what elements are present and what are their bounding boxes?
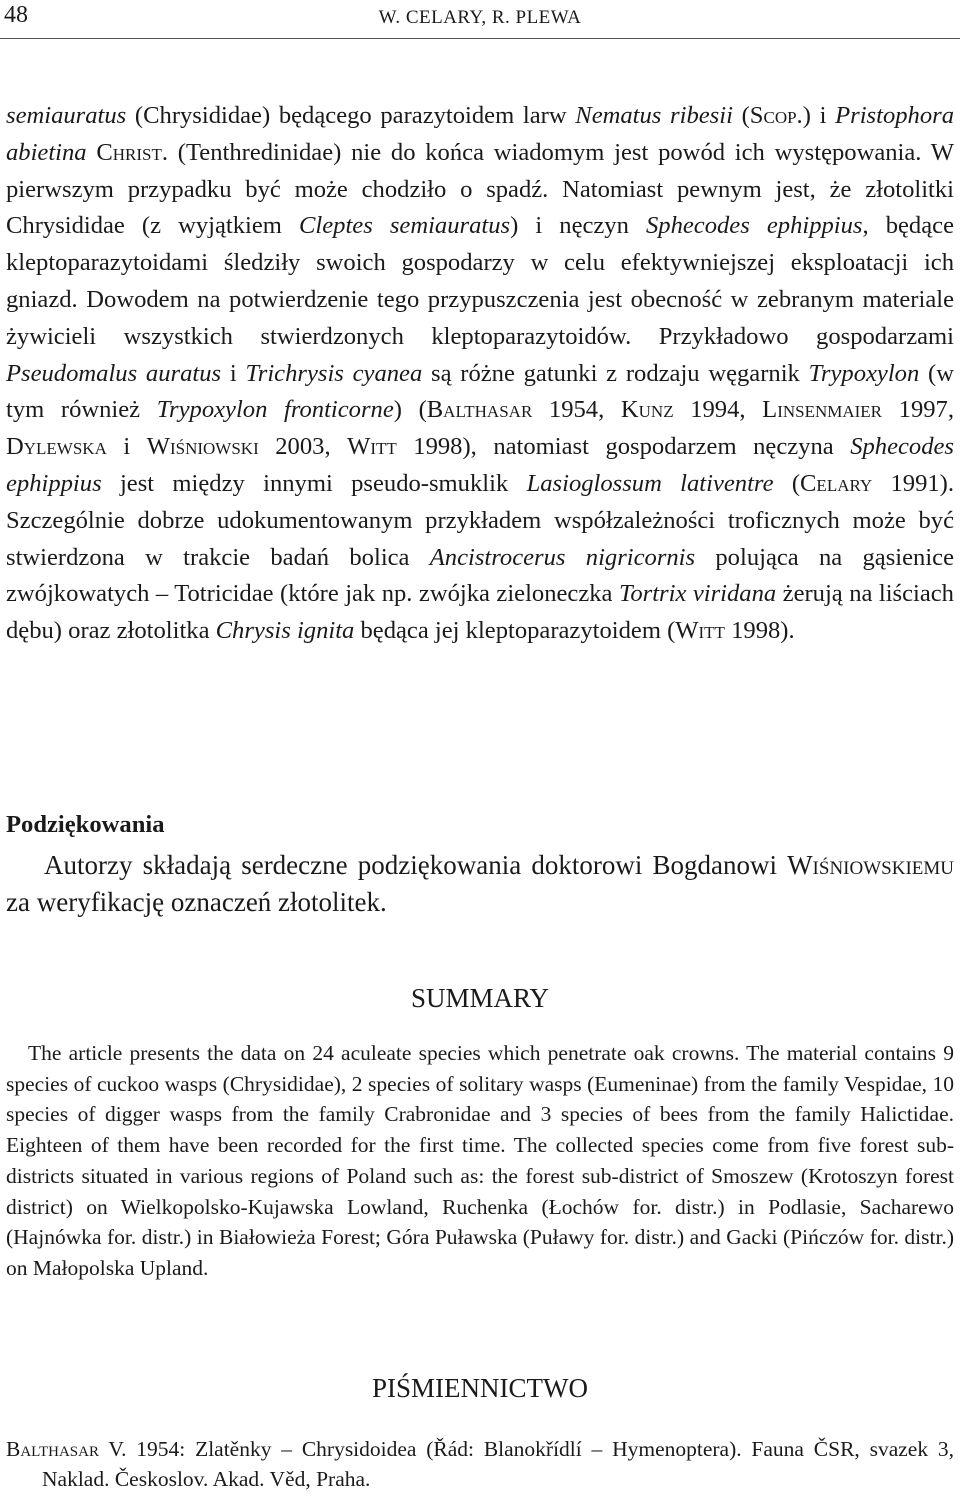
author-name: Linsenmaier: [762, 396, 883, 424]
page-header: [0, 0, 960, 39]
reference-entry: [6, 1434, 954, 1494]
text-run: 1998).: [724, 617, 795, 645]
species-name: Nematus ribesii: [575, 102, 733, 129]
text-run: (w tym również: [6, 359, 954, 424]
text-run: (: [773, 469, 801, 497]
paragraph-discussion: [6, 98, 954, 650]
text-run: ) i: [802, 102, 836, 129]
text-run: 1997,: [882, 396, 954, 424]
text-run: ) (: [393, 396, 427, 424]
species-name: Sphecodes ephippius: [6, 433, 954, 497]
text-run: , będące kleptoparazytoidami śledziły swoich gospodarzy w celu efektywniejszej eksploatacji ich gniazd. Dowodem na potwierdzenie tego przypuszczenia jest obecność w zebranym materiale żywicieli wszystkich stwierdzonych kleptoparazytoidów. Przykładowo gospodarzami: [6, 212, 954, 350]
acknowledgements-text: [6, 847, 954, 921]
text-run: będąca jej kleptoparazytoidem (: [354, 617, 676, 645]
species-name: Pristophora abietina: [6, 102, 954, 166]
author-name: Scop.: [749, 102, 803, 129]
reference-author: Balthasar: [6, 1437, 99, 1461]
author-name: Dylewska: [6, 433, 107, 461]
text-run: polująca na gąsienice zwójkowatych – Totricidae (które jak np. zwójka zieloneczka: [6, 543, 954, 608]
author-name: Witt: [675, 617, 725, 645]
species-name: Trichrysis cyanea: [245, 359, 423, 387]
species-name: Lasioglossum lativentre: [526, 469, 774, 497]
text-run: 1994,: [673, 396, 763, 424]
species-name: Ancistrocerus nigricornis: [429, 543, 696, 571]
text-run: i: [221, 359, 246, 387]
species-name: Tortrix viridana: [618, 580, 777, 608]
summary-heading: SUMMARY: [410, 983, 550, 1013]
text-run: [87, 139, 97, 166]
summary-text: The article presents the data on 24 aculeate species which penetrate oak crowns. The material contains 9 species of cuckoo wasps (Chrysididae), 2 species of solitary wasps (Eumeninae) from the family Vespidae, 10 species of digger wasps from the family Crabronidae and 3 species of bees from the family Halictidae. Eighteen of them have been recorded for the first time. The collected species come from five forest sub-districts situated in various regions of Poland such as: the forest sub-district of Smoszew (Krotoszyn forest district) on Wielkopolsko-Kujawska Lowland, Ruchenka (Łochów for. distr.) in Podlasie, Sacharewo (Hajnówka for. distr.) in Białowieża Forest; Góra Puławska (Puławy for. distr.) and Gacki (Pińczów for. distr.) on Małopolska Upland.: [6, 1041, 954, 1280]
text-run: i: [106, 433, 147, 461]
species-name: Sphecodes ephippius: [645, 212, 863, 240]
author-name: Christ.: [96, 138, 169, 166]
text-run: są różne gatunki z rodzaju węgarnik: [422, 359, 809, 387]
author-name: Wiśniowski: [146, 433, 259, 461]
text-run: 1954,: [532, 396, 621, 424]
text-run: jest między innymi pseudo-smuklik: [101, 469, 527, 497]
species-name: Pseudomalus auratus: [6, 359, 222, 387]
author-name: Balthasar: [426, 396, 533, 424]
text-run: Autorzy składają serdeczne podziękowania doktorowi Bogdanowi: [44, 850, 788, 880]
text-run: (Chrysididae) będącego parazytoidem larw: [126, 102, 576, 129]
reference-text: V. 1954: Zlatěnky – Chrysidoidea (Řád: Blanokřídlí – Hymenoptera). Fauna ČSR, svazek 3, Naklad. Českoslov. Akad. Věd, Praha.: [42, 1437, 954, 1491]
species-name: Trypoxylon: [808, 359, 920, 387]
text-run: 1998), natomiast gospodarzem nęczyna: [396, 433, 851, 461]
running-head: W. CELARY, R. PLEWA: [378, 7, 582, 28]
text-run: ) i nęczyn: [510, 212, 646, 240]
text-run: 2003,: [258, 433, 348, 461]
references-heading: PIŚMIENNICTWO: [372, 1373, 588, 1403]
species-name: Chrysis ignita: [215, 617, 355, 645]
text-run: (: [732, 102, 750, 129]
acknowledgements-heading: Podziękowania: [6, 811, 165, 838]
species-name: Trypoxylon fronticorne: [156, 396, 394, 424]
author-name: Kunz: [620, 396, 674, 424]
species-name: Cleptes semiauratus: [299, 212, 511, 240]
text-run: (Tenthredinidae) nie do końca wiadomym jest powód ich występowania. W pierwszym przypadku być może chodziło o spadź. Natomiast pewnym jest, że złotolitki Chrysididae (z wyjątkiem: [6, 138, 954, 240]
text-run: żerują na liściach dębu) oraz złotolitka: [6, 580, 954, 645]
author-name: Witt: [347, 433, 397, 461]
author-name: Wiśniowskiemu: [787, 850, 954, 880]
author-name: Celary: [800, 469, 873, 497]
page-number: 48: [4, 2, 28, 28]
text-run: 1991). Szczególnie dobrze udokumentowanym przykładem współzależności troficznych może być stwierdzona w trakcie badań bolica: [6, 469, 955, 571]
species-name: semiauratus: [6, 102, 127, 129]
main-text: [6, 98, 954, 650]
text-run: za weryfikację oznaczeń złotolitek.: [6, 887, 387, 917]
